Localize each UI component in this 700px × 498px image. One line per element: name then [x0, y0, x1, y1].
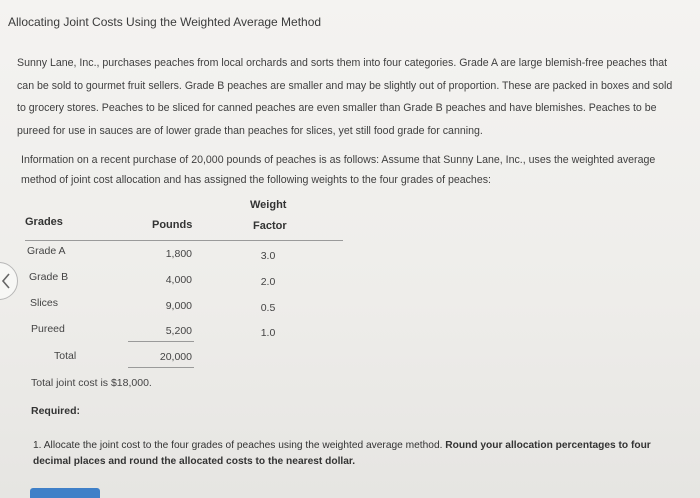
question-text: 1. Allocate the joint cost to the four grades of peaches using the weighted average method. [33, 440, 446, 451]
row-grade-b-label: Grade B [29, 271, 69, 283]
row-grade-b-pounds: 4,000 [165, 274, 192, 286]
row-pureed-label: Pureed [31, 323, 65, 335]
row-slices-weight: 0.5 [260, 302, 276, 314]
requirement-question [33, 438, 673, 470]
problem-description: Sunny Lane, Inc., purchases peaches from local orchards and sorts them into four categories. Grade A are large blemish-free peaches that can be sold to gourmet fruit sellers. Grade B peaches are smaller and may be slightly out of proportion. These are packed in boxes and sold to grocery stores. Peaches to be sliced for canned peaches are even smaller than Grade B peaches and have blemishes. Peaches to be pureed for use in sauces are of lower grade than peaches for slices, yet still food grade for canning. [17, 57, 673, 137]
problem-title: Allocating Joint Costs Using the Weighted Average Method [8, 15, 322, 29]
question-rounding-instructions: Round your allocation percentages to four decimal places and round the allocated costs to the nearest dollar. [33, 440, 651, 467]
total-label: Total [54, 350, 77, 362]
previous-button[interactable] [0, 262, 18, 300]
row-grade-a-weight: 3.0 [260, 250, 276, 262]
required-label: Required: [31, 405, 81, 417]
header-grades: Grades [25, 216, 63, 228]
chevron-left-icon [1, 273, 11, 289]
row-grade-a-label: Grade A [27, 245, 66, 257]
row-slices-label: Slices [30, 297, 59, 309]
joint-cost-text: Total joint cost is $18,000. [31, 377, 152, 389]
row-grade-b-weight: 2.0 [260, 276, 276, 288]
header-weight: Weight [250, 199, 287, 211]
purchase-information: Information on a recent purchase of 20,000 pounds of peaches is as follows: Assume that Sunny Lane, Inc., uses the weighted average method of joint cost allocation and has assigned the following weights to the four grades of peaches: [21, 154, 656, 186]
header-factor: Factor [253, 220, 287, 232]
total-divider [128, 341, 194, 342]
row-pureed-weight: 1.0 [260, 327, 276, 339]
total-underline [128, 367, 194, 368]
row-pureed-pounds: 5,200 [165, 325, 192, 337]
header-divider [25, 240, 343, 241]
answer-tab-button[interactable] [30, 488, 100, 498]
header-pounds: Pounds [152, 219, 193, 231]
row-grade-a-pounds: 1,800 [165, 248, 192, 260]
row-slices-pounds: 9,000 [165, 300, 192, 312]
total-pounds: 20,000 [159, 351, 192, 363]
